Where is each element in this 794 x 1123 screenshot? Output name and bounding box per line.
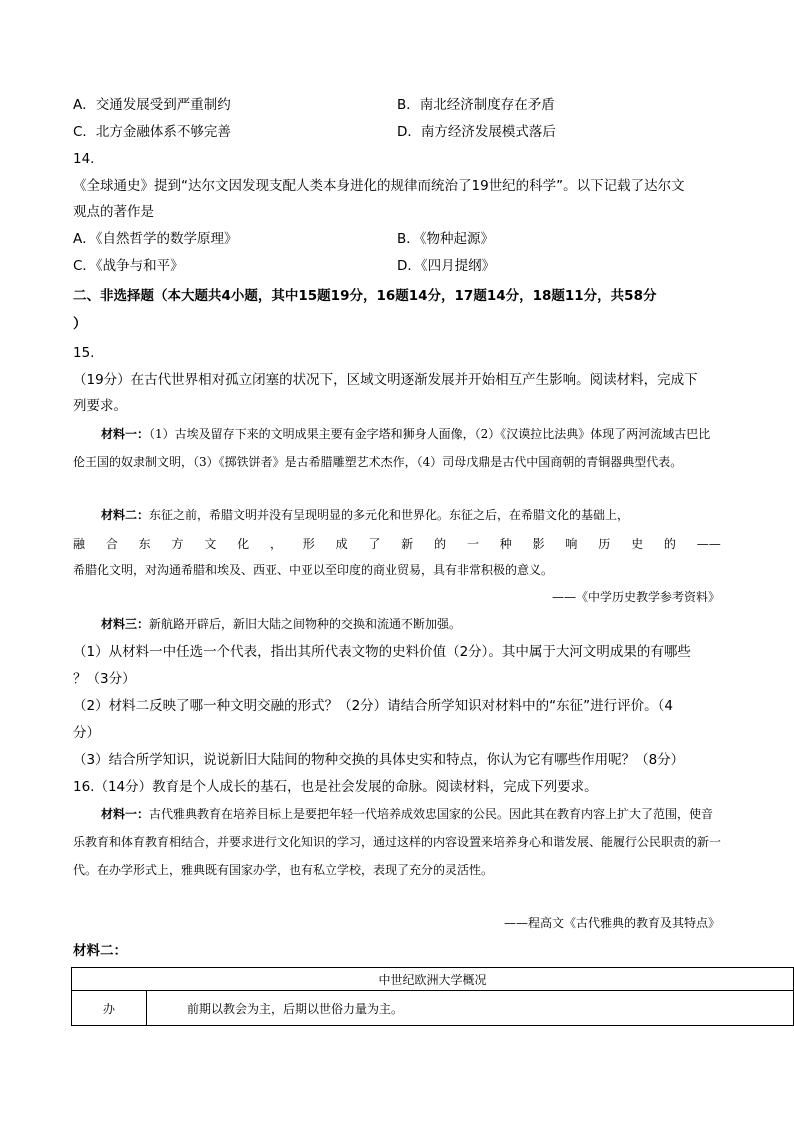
q14-option-a: A．《自然哲学的数学原理》 [73,231,238,247]
material-text: （1）古埃及留存下来的文明成果主要有金字塔和狮身人面像，（2）《汉谟拉比法典》体现了两河流域古巴比伦王国的奴隶制文明，（3）《掷铁饼者》是古希腊雕塑艺术杰作，（4）司母戊鼎是古代中国商朝的青铜器典型代表。 [73,427,711,469]
q15-number: 15. [73,345,95,361]
q13-option-d: D．南方经济发展模式落后 [397,124,556,140]
q15-question-2-line2: 分） [73,725,100,741]
spread-char: ， [269,537,282,551]
q15-question-3: （3）结合所学知识，说说新旧大陆间的物种交换的具体史实和特点，你认为它有哪些作用呢？（8分） [73,752,685,768]
spread-char: 了 [368,537,381,551]
material-label: 材料三： [101,617,150,631]
table-caption: 中世纪欧洲大学概况 [72,968,794,991]
table-row-value: 前期以教会为主，后期以世俗力量为主。 [147,991,794,1026]
section-heading-line1: 二、非选择题（本大题共4小题，其中15题19分，16题14分，17题14分，18题11分，共58分 [73,288,657,304]
section-heading-line2: ） [73,316,87,332]
spread-char: 响 [565,537,578,551]
spread-char: 成 [335,537,348,551]
q15-question-2-line1: （2）材料二反映了哪一种文明交融的形式？（2分）请结合所学知识对材料中的“东征”进行评价。（4 [73,698,674,714]
spread-char: 影 [532,537,545,551]
q14-stem-line2: 观点的著作是 [73,204,154,220]
q14-option-c: C．《战争与和平》 [73,258,184,274]
material-label: 材料一： [101,427,150,441]
spread-char: 史 [631,537,644,551]
spread-char: 历 [598,537,611,551]
spread-char: 合 [105,537,118,551]
q15-question-1-line1: （1）从材料一中任选一个代表，指出其所代表文物的史料价值（2分）。其中属于大河文明成果的有哪些 [73,644,691,660]
q13-option-b: B．南北经济制度存在矛盾 [397,97,555,113]
q15-intro-line1: （19分）在古代世界相对孤立闭塞的状况下，区域文明逐渐发展并开始相互产生影响。阅读材料，完成下 [73,372,698,388]
q15-material-2-line3: 希腊化文明，对沟通希腊和埃及、西亚、中亚以至印度的商业贸易，具有非常积极的意义。 [73,563,554,577]
q14-option-b: B．《物种起源》 [397,231,495,247]
material-label: 材料一： [101,807,150,821]
q15-material-1 [73,420,721,476]
spread-char: 文 [204,537,217,551]
q15-material-2-source: ——《中学历史教学参考资料》 [551,590,720,604]
spread-char: 东 [138,537,151,551]
material-label: 材料二： [101,508,150,522]
q13-option-a: A．交通发展受到严重制约 [73,97,231,113]
spread-char: 种 [499,537,512,551]
q15-intro-line2: 列要求。 [73,398,127,414]
spread-char: 化 [237,537,250,551]
q16-material-2-label: 材料二： [73,943,127,959]
q15-material-3 [73,610,721,638]
q14-option-d: D．《四月提纲》 [397,258,496,274]
spread-char: —— [696,537,721,551]
table-row-head: 办 [72,991,147,1026]
q15-question-1-line2: ？（3分） [73,671,136,687]
spread-char: 一 [466,537,479,551]
spread-char: 方 [171,537,184,551]
q16-intro: 16.（14分）教育是个人成长的基石，也是社会发展的命脉。阅读材料，完成下列要求。 [73,779,598,795]
q16-material-1 [73,800,721,884]
material-text: 古代雅典教育在培养目标上是要把年轻一代培养成效忠国家的公民。因此其在教育内容上扩大了范围，使音乐教育和体育教育相结合，并要求进行文化知识的学习，通过这样的内容设置来培养身心和谐发展、能履行公民职责的新一代。在办学形式上，雅典既有国家办学，也有私立学校，表现了充分的灵活性。 [73,807,722,877]
spread-char: 的 [663,537,676,551]
table-row [72,991,794,1026]
spread-char: 新 [401,537,414,551]
q15-material-2-spread-line [73,534,721,554]
q15-material-2-line1 [73,501,721,529]
spread-char: 形 [302,537,315,551]
q14-number: 14. [73,151,95,167]
medieval-university-table [71,967,794,1026]
material-text: 新航路开辟后，新旧大陆之间物种的交换和流通不断加强。 [149,617,462,631]
q14-stem-line1: 《全球通史》提到“达尔文因发现支配人类本身进化的规律而统治了19世纪的科学”。以下记载了达尔文 [73,178,685,194]
material-text: 东征之前，希腊文明并没有呈现明显的多元化和世界化。东征之后，在希腊文化的基础上， [149,508,630,522]
spread-char: 融 [73,537,86,551]
spread-char: 的 [434,537,447,551]
q13-option-c: C．北方金融体系不够完善 [73,124,231,140]
q16-material-1-source: ——程高文《古代雅典的教育及其特点》 [503,916,720,930]
